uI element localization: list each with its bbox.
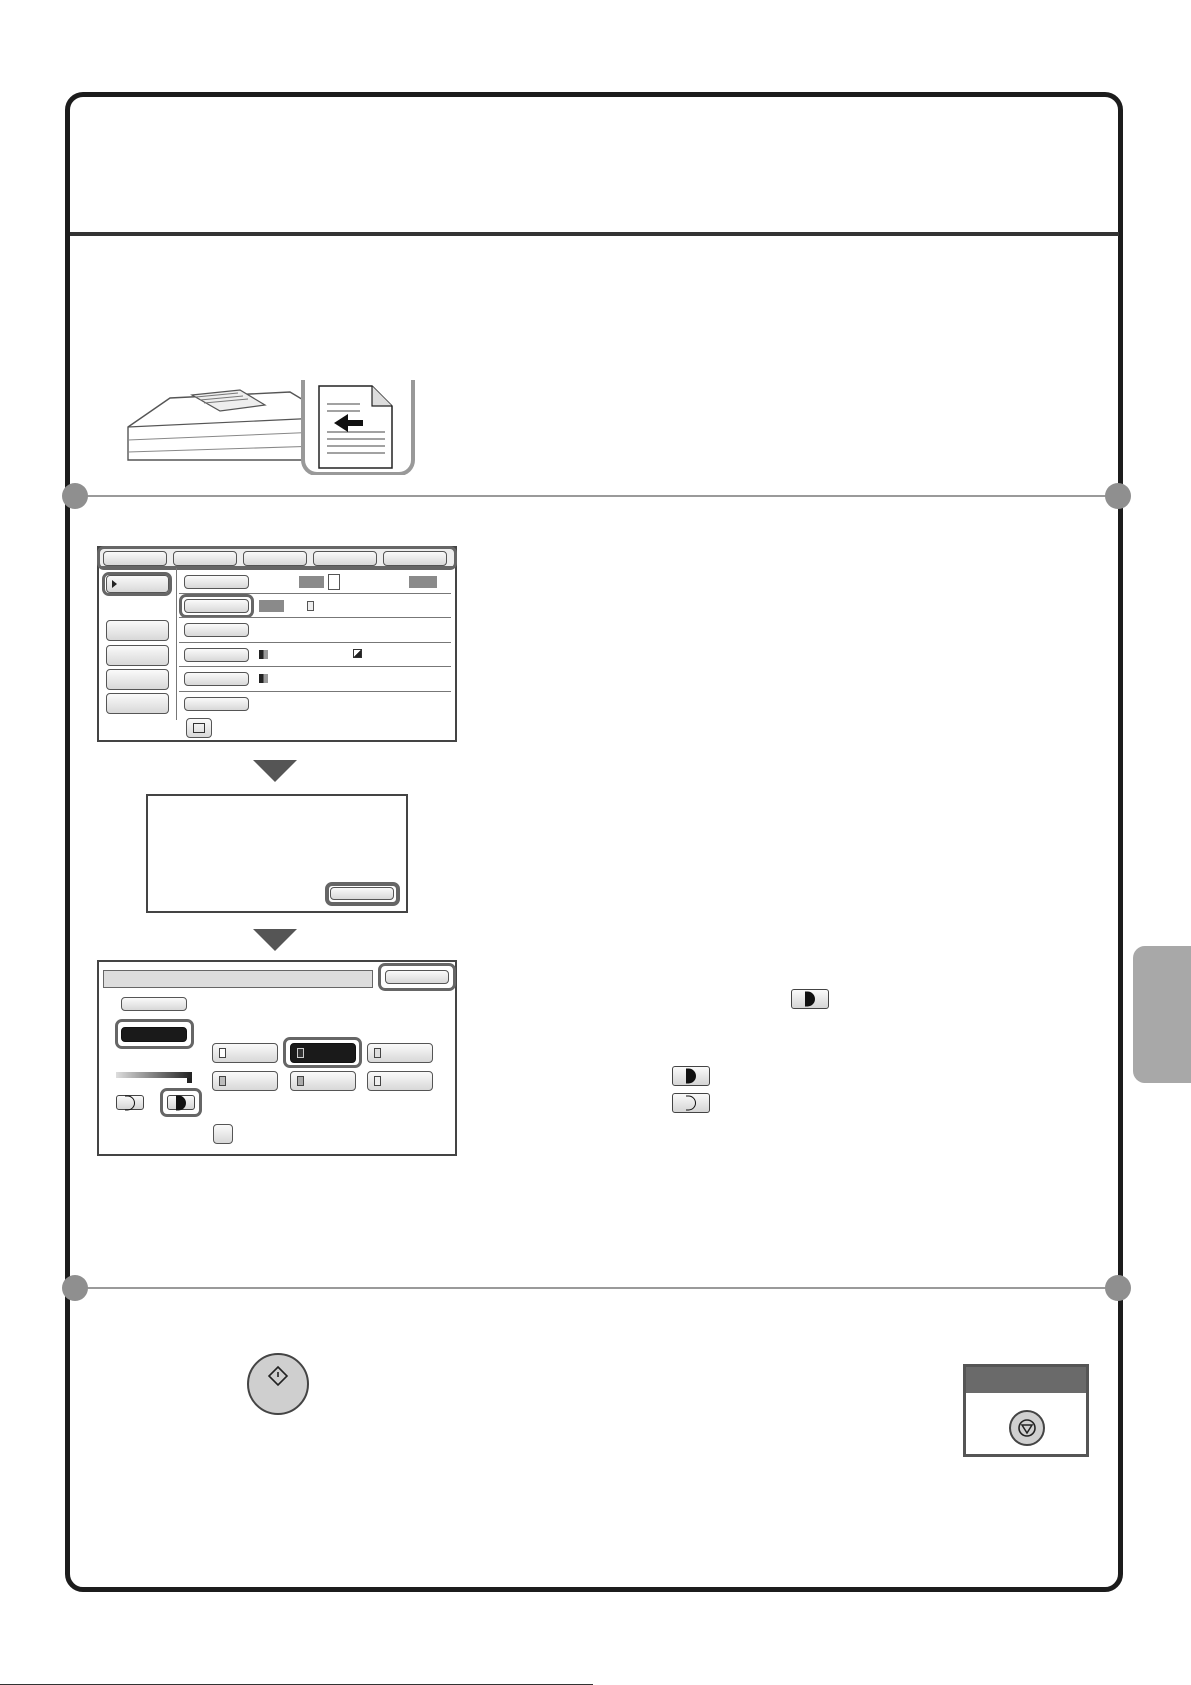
printed-photo-icon xyxy=(374,1048,381,1058)
exposure-level-marker xyxy=(187,1078,192,1083)
mode-button-4[interactable] xyxy=(106,669,169,690)
setting-button-4[interactable] xyxy=(184,648,249,662)
original-type-highlight xyxy=(283,1037,362,1068)
value-chip xyxy=(299,576,324,588)
step-marker xyxy=(62,483,88,509)
auto-button[interactable] xyxy=(121,997,187,1011)
exposure-button-highlight xyxy=(179,594,254,618)
step-separator xyxy=(74,1287,1119,1289)
setting-button-3[interactable] xyxy=(184,623,249,637)
row-divider xyxy=(179,642,451,643)
document-feeder-illustration xyxy=(120,380,440,475)
original-type-text[interactable] xyxy=(212,1043,278,1063)
step-marker xyxy=(1105,1275,1131,1301)
step-marker xyxy=(62,1275,88,1301)
map-icon xyxy=(297,1076,304,1086)
light-original-icon xyxy=(374,1076,381,1086)
section-side-tab xyxy=(1133,946,1191,1083)
row-divider xyxy=(179,691,451,692)
value-chip xyxy=(259,600,284,612)
tab-row-highlight xyxy=(97,546,457,570)
original-type-photo[interactable] xyxy=(212,1071,278,1091)
pattern-icon xyxy=(353,649,362,658)
pattern-icon xyxy=(259,674,268,683)
exposure-title-bar xyxy=(103,970,373,988)
manual-button-highlight xyxy=(115,1019,194,1049)
original-type-light[interactable] xyxy=(367,1071,433,1091)
ok-button-highlight xyxy=(378,963,456,991)
pattern-icon xyxy=(259,650,268,659)
photo-icon xyxy=(219,1076,226,1086)
setting-button-1[interactable] xyxy=(184,575,249,589)
paper-icon xyxy=(328,574,340,590)
special-modes-icon xyxy=(193,723,205,733)
mode-button-5[interactable] xyxy=(106,693,169,714)
value-chip xyxy=(409,576,437,588)
flow-arrow xyxy=(253,760,297,782)
normal-contrast-icon xyxy=(686,1096,696,1111)
flow-arrow xyxy=(253,929,297,951)
mode-button-2[interactable] xyxy=(106,620,169,641)
stop-key-header xyxy=(966,1367,1086,1393)
message-screen xyxy=(146,794,408,913)
normal-contrast-icon xyxy=(125,1095,135,1110)
start-key[interactable] xyxy=(247,1353,309,1415)
copy-base-screen xyxy=(97,546,457,742)
special-modes-button[interactable] xyxy=(186,718,212,738)
original-type-printed-photo[interactable] xyxy=(367,1043,433,1063)
text-icon xyxy=(219,1048,226,1058)
title-divider xyxy=(70,232,1119,236)
checkbox-button[interactable] xyxy=(213,1124,233,1144)
original-type-map[interactable] xyxy=(290,1071,356,1091)
stop-key-panel xyxy=(963,1364,1089,1457)
mode-button-highlight xyxy=(102,572,172,596)
setting-button-6[interactable] xyxy=(184,697,249,711)
start-key-icon xyxy=(267,1365,289,1387)
black-white-reverse-icon xyxy=(686,1069,696,1084)
setting-button-5[interactable] xyxy=(184,672,249,686)
inline-black-white-reverse-key xyxy=(672,1066,710,1086)
darker-button-highlight xyxy=(160,1088,202,1117)
row-divider xyxy=(179,617,451,618)
inline-black-white-reverse-key xyxy=(791,989,829,1009)
stop-key[interactable] xyxy=(1009,1410,1045,1446)
column-divider xyxy=(176,568,177,720)
exposure-screen xyxy=(97,960,457,1156)
lighter-button[interactable] xyxy=(116,1095,144,1110)
exposure-level-bar xyxy=(116,1072,192,1078)
mode-button-3[interactable] xyxy=(106,645,169,666)
black-white-reverse-icon xyxy=(805,992,815,1007)
document-icon xyxy=(307,601,314,611)
step-marker xyxy=(1105,483,1131,509)
stop-key-icon xyxy=(1016,1417,1038,1439)
row-divider xyxy=(179,666,451,667)
inline-normal-contrast-key xyxy=(672,1093,710,1113)
ok-button-highlight xyxy=(325,882,400,906)
step-separator xyxy=(74,495,1119,497)
